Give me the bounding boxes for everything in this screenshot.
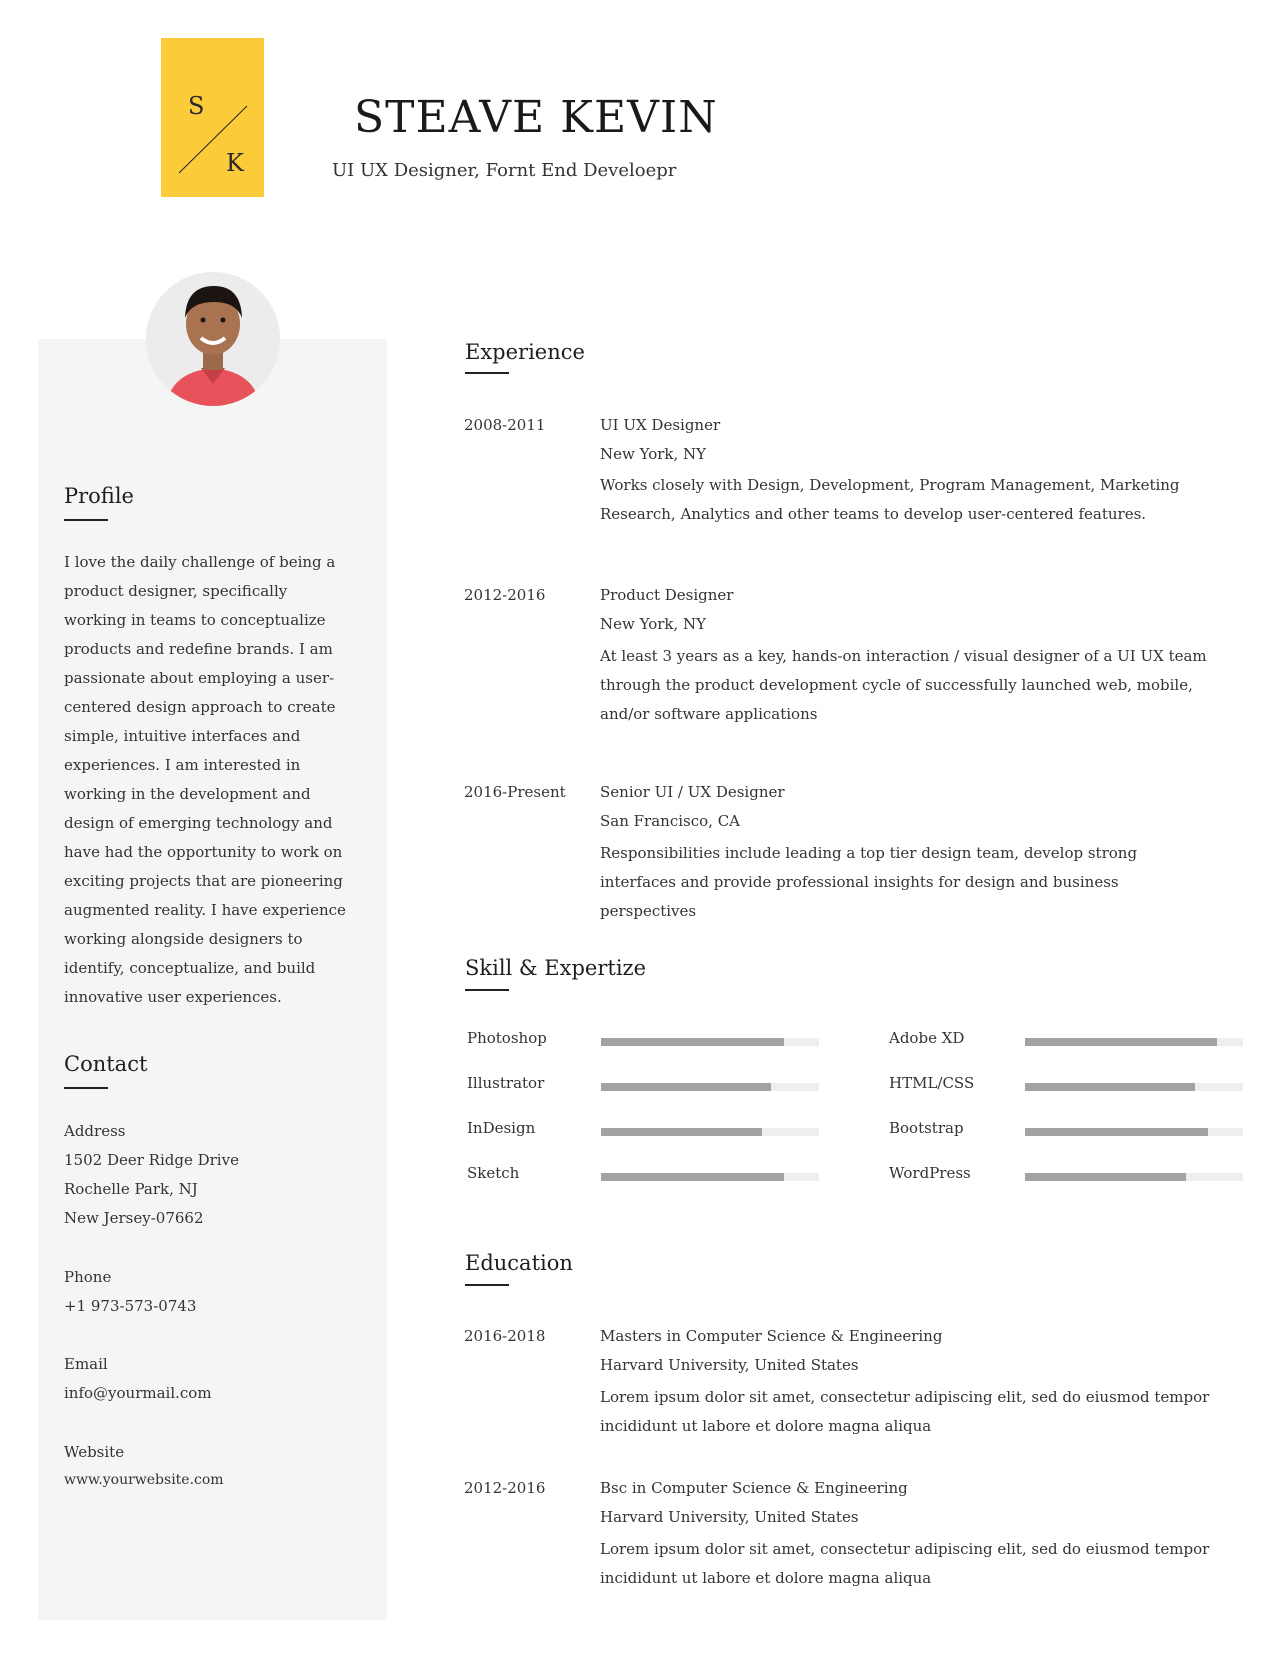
skill-bar-fill: [1025, 1083, 1195, 1091]
experience-role: Senior UI / UX Designer: [600, 783, 785, 801]
profile-text: I love the daily challenge of being a product designer, specifically working in teams to conceptualize products and redefine brands. I am passionate about employing a user-centered design approach to create simple, intuitive interfaces and experiences. I am interested in working in the development and design of emerging technology and have had the opportunity to work on exciting projects that are pioneering augmented reality. I have experience working alongside designers to identify, conceptualize, and build innovative user experiences.: [64, 553, 346, 1006]
experience-dates: 2012-2016: [464, 586, 546, 604]
experience-role: UI UX Designer: [600, 416, 721, 434]
skill-bar-track: [1025, 1128, 1243, 1136]
skill-bar-track: [601, 1083, 819, 1091]
education-school: Harvard University, United States: [600, 1508, 859, 1526]
skill-name: InDesign: [467, 1119, 536, 1137]
candidate-name: STEAVE KEVIN: [354, 92, 718, 143]
skill-bar-fill: [601, 1128, 762, 1136]
skill-bar-track: [1025, 1038, 1243, 1046]
experience-title: Experience: [465, 340, 585, 364]
education-description: Lorem ipsum dolor sit amet, consectetur adipiscing elit, sed do eiusmod tempor incididunt ut labore et dolore magna aliqua: [600, 1540, 1210, 1587]
education-dates: 2016-2018: [464, 1327, 546, 1345]
address-line-3: New Jersey-07662: [64, 1209, 204, 1227]
phone-label: Phone: [64, 1268, 112, 1286]
experience-description: Responsibilities include leading a top tier design team, develop strong interfaces and provide professional insights for design and business perspectives: [600, 844, 1138, 920]
skill-bar-fill: [601, 1038, 784, 1046]
website-value[interactable]: www.yourwebsite.com: [64, 1472, 224, 1488]
profile-underline: [64, 519, 108, 521]
education-degree: Masters in Computer Science & Engineering: [600, 1327, 943, 1345]
website-label: Website: [64, 1443, 125, 1461]
phone-value: +1 973-573-0743: [64, 1297, 197, 1315]
experience-description: At least 3 years as a key, hands-on interaction / visual designer of a UI UX team through the product development cycle of successfully launched web, mobile, and/or software applications: [600, 647, 1207, 723]
education-description: Lorem ipsum dolor sit amet, consectetur adipiscing elit, sed do eiusmod tempor incididunt ut labore et dolore magna aliqua: [600, 1388, 1210, 1435]
skills-underline: [465, 989, 509, 991]
experience-location: San Francisco, CA: [600, 812, 741, 830]
monogram-initial-s: S: [188, 92, 205, 120]
monogram-slash: [161, 38, 264, 197]
education-dates: 2012-2016: [464, 1479, 546, 1497]
skill-bar-track: [1025, 1173, 1243, 1181]
experience-location: New York, NY: [600, 615, 707, 633]
experience-underline: [465, 372, 509, 374]
contact-title: Contact: [64, 1052, 148, 1076]
skill-name: Bootstrap: [889, 1119, 964, 1137]
experience-dates: 2008-2011: [464, 416, 546, 434]
experience-location: New York, NY: [600, 445, 707, 463]
skill-name: Adobe XD: [889, 1029, 965, 1047]
skill-bar-fill: [1025, 1128, 1208, 1136]
email-value[interactable]: info@yourmail.com: [64, 1384, 212, 1402]
skill-name: WordPress: [889, 1164, 971, 1182]
contact-underline: [64, 1087, 108, 1089]
address-label: Address: [64, 1122, 126, 1140]
skill-name: HTML/CSS: [889, 1074, 975, 1092]
education-underline: [465, 1284, 509, 1286]
address-line-2: Rochelle Park, NJ: [64, 1180, 198, 1198]
skill-bar-track: [601, 1038, 819, 1046]
skill-bar-track: [1025, 1083, 1243, 1091]
skill-name: Sketch: [467, 1164, 520, 1182]
experience-dates: 2016-Present: [464, 783, 566, 801]
email-label: Email: [64, 1355, 108, 1373]
skill-name: Photoshop: [467, 1029, 547, 1047]
skill-bar-fill: [1025, 1173, 1186, 1181]
skill-bar-track: [601, 1173, 819, 1181]
education-degree: Bsc in Computer Science & Engineering: [600, 1479, 908, 1497]
skill-bar-fill: [601, 1083, 771, 1091]
candidate-role: UI UX Designer, Fornt End Develoepr: [332, 160, 677, 181]
experience-role: Product Designer: [600, 586, 734, 604]
education-school: Harvard University, United States: [600, 1356, 859, 1374]
skill-bar-fill: [601, 1173, 784, 1181]
skills-title: Skill & Expertize: [465, 956, 647, 980]
skill-name: Illustrator: [467, 1074, 545, 1092]
avatar: [146, 272, 280, 406]
monogram-initial-k: K: [226, 149, 244, 177]
profile-title: Profile: [64, 484, 134, 508]
skill-bar-fill: [1025, 1038, 1217, 1046]
address-line-1: 1502 Deer Ridge Drive: [64, 1151, 239, 1169]
monogram-logo: [161, 38, 264, 197]
skill-bar-track: [601, 1128, 819, 1136]
education-title: Education: [465, 1251, 573, 1275]
avatar-portrait: [146, 272, 280, 406]
experience-description: Works closely with Design, Development, Program Management, Marketing Research, Analytics and other teams to develop user-centered features.: [600, 476, 1180, 523]
